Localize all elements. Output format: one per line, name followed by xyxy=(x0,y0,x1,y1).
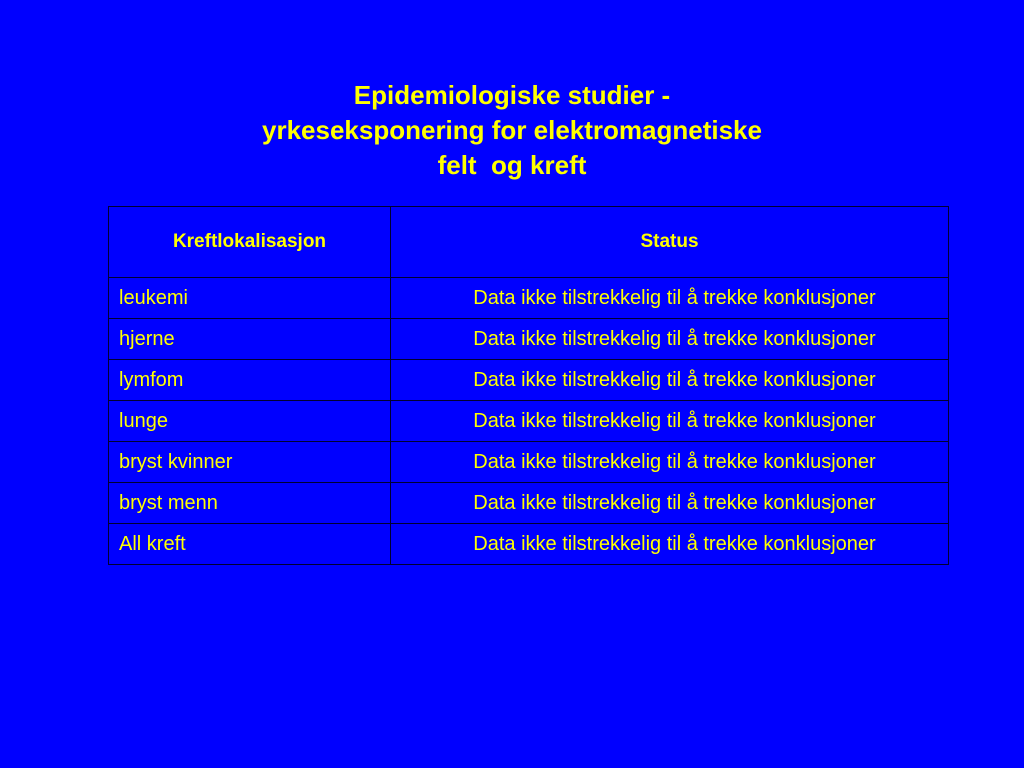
table-row xyxy=(109,360,949,401)
cell-status: Data ikke tilstrekkelig til å trekke konklusjoner xyxy=(391,401,949,442)
table-row xyxy=(109,442,949,483)
cell-location: lunge xyxy=(109,401,391,442)
table-header-row xyxy=(109,207,949,278)
title-line-3: felt og kreft xyxy=(437,150,587,180)
cell-status: Data ikke tilstrekkelig til å trekke konklusjoner xyxy=(391,442,949,483)
cell-status: Data ikke tilstrekkelig til å trekke konklusjoner xyxy=(391,360,949,401)
cell-location: bryst kvinner xyxy=(109,442,391,483)
table-row xyxy=(109,524,949,565)
slide-title xyxy=(0,78,1024,183)
header-kreftlokalisasjon: Kreftlokalisasjon xyxy=(109,207,391,278)
table-row xyxy=(109,483,949,524)
table-row xyxy=(109,319,949,360)
cell-status: Data ikke tilstrekkelig til å trekke konklusjoner xyxy=(391,319,949,360)
cell-status: Data ikke tilstrekkelig til å trekke konklusjoner xyxy=(391,278,949,319)
cell-location: hjerne xyxy=(109,319,391,360)
cell-location: lymfom xyxy=(109,360,391,401)
table-row xyxy=(109,278,949,319)
title-line-1: Epidemiologiske studier - xyxy=(353,80,671,110)
cell-location: bryst menn xyxy=(109,483,391,524)
cell-status: Data ikke tilstrekkelig til å trekke konklusjoner xyxy=(391,483,949,524)
cell-status: Data ikke tilstrekkelig til å trekke konklusjoner xyxy=(391,524,949,565)
header-status: Status xyxy=(391,207,949,278)
status-table xyxy=(108,206,949,565)
table-row xyxy=(109,401,949,442)
cell-location: leukemi xyxy=(109,278,391,319)
title-line-2: yrkeseksponering for elektromagnetiske xyxy=(262,115,762,145)
cell-location: All kreft xyxy=(109,524,391,565)
